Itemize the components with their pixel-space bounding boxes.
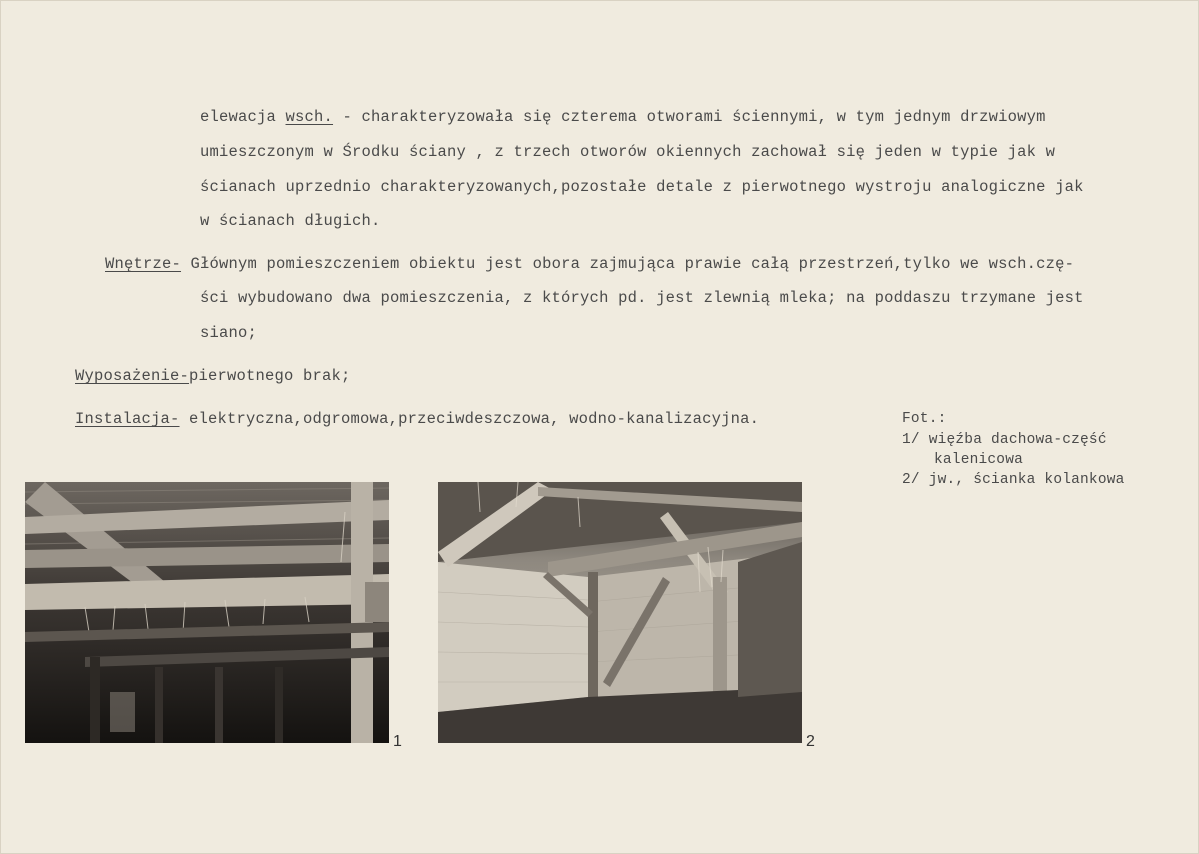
paragraph-east-line-1 (200, 108, 1046, 126)
text-fragment: Głównym pomieszczeniem obiektu jest obora zajmująca prawie całą przestrzeń,tylko we wsch.czę- (181, 255, 1075, 273)
paragraph-east-line-2: umieszczonym w Środku ściany , z trzech otworów okiennych zachował się jeden w typie jak w (200, 143, 1056, 161)
caption-1-line-2: kalenicowa (934, 452, 1024, 468)
text-fragment: elewacja (200, 108, 286, 126)
installations-line (75, 410, 759, 428)
captions-heading: Fot.: (902, 411, 947, 427)
photo-1-roof-truss (25, 482, 389, 743)
text-fragment: - charakteryzowała się czterema otworami ściennymi, w tym jednym drzwiowym (333, 108, 1046, 126)
caption-1-line-1: 1/ więźba dachowa-część (902, 432, 1107, 448)
photo-1-image (25, 482, 389, 743)
photo-2-image (438, 482, 802, 743)
text-fragment: elektryczna,odgromowa,przeciwdeszczowa, wodno-kanalizacyjna. (179, 410, 760, 428)
photo-2-number: 2 (806, 733, 815, 750)
paragraph-east-line-4: w ścianach długich. (200, 212, 381, 230)
equipment-line (75, 367, 351, 385)
photo-1-number: 1 (393, 733, 402, 750)
caption-2: 2/ jw., ścianka kolankowa (902, 472, 1125, 488)
interior-label: Wnętrze- (105, 255, 182, 273)
interior-line-1 (105, 255, 1074, 273)
underlined-term: wsch. (285, 108, 334, 126)
interior-line-2: ści wybudowano dwa pomieszczenia, z których pd. jest zlewnią mleka; na poddaszu trzymane jest (200, 289, 1084, 307)
installations-label: Instalacja- (75, 410, 180, 428)
paragraph-east-line-3: ścianach uprzednio charakteryzowanych,pozostałe detale z pierwotnego wystroju analogiczne jak (200, 178, 1084, 196)
text-fragment: pierwotnego brak; (189, 367, 351, 385)
photo-2-knee-wall (438, 482, 802, 743)
equipment-label: Wyposażenie- (75, 367, 190, 385)
interior-line-3: siano; (200, 324, 258, 342)
